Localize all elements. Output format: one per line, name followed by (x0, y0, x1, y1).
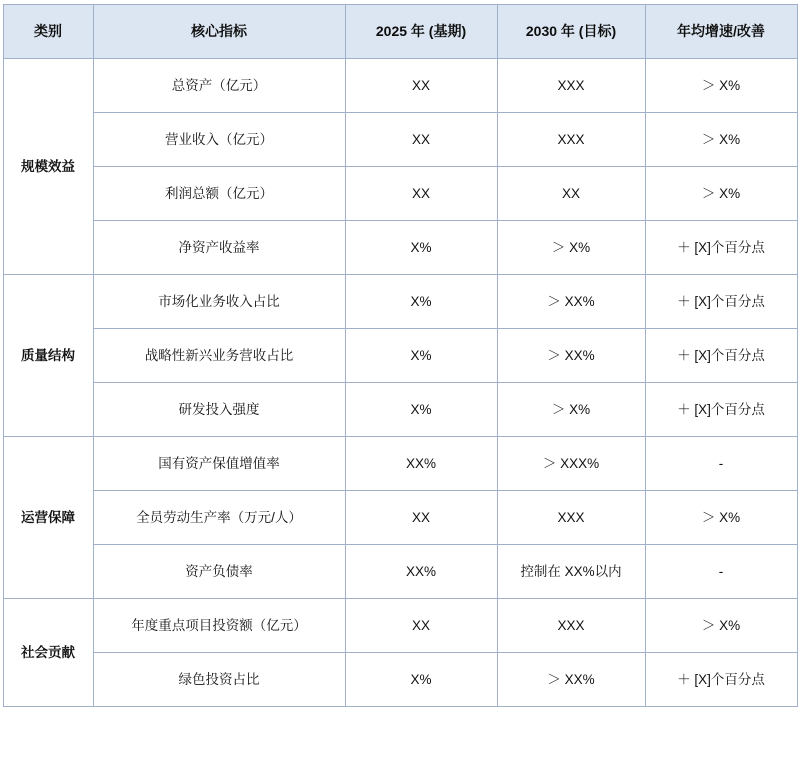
base-value-cell: X% (345, 221, 497, 275)
header-cell-base: 2025 年 (基期) (345, 5, 497, 59)
target-value-cell: ＞ XX% (497, 275, 645, 329)
category-cell: 质量结构 (3, 275, 93, 437)
base-value-cell: XX (345, 491, 497, 545)
target-value-cell: ＞ XX% (497, 653, 645, 707)
table-row (3, 113, 797, 167)
table-row (3, 329, 797, 383)
table-row (3, 491, 797, 545)
metric-cell: 营业收入（亿元） (93, 113, 345, 167)
table-row (3, 221, 797, 275)
table-row (3, 167, 797, 221)
target-value-cell: ＞ X% (497, 383, 645, 437)
metric-cell: 净资产收益率 (93, 221, 345, 275)
target-value-cell: 控制在 XX%以内 (497, 545, 645, 599)
base-value-cell: XX% (345, 545, 497, 599)
category-cell: 规模效益 (3, 59, 93, 275)
category-cell: 社会贡献 (3, 599, 93, 707)
header-cell-growth: 年均增速/改善 (645, 5, 797, 59)
table-row (3, 275, 797, 329)
metric-cell: 研发投入强度 (93, 383, 345, 437)
metric-cell: 总资产（亿元） (93, 59, 345, 113)
target-value-cell: ＞ XXX% (497, 437, 645, 491)
target-value-cell: ＞ X% (497, 221, 645, 275)
metric-cell: 利润总额（亿元） (93, 167, 345, 221)
target-value-cell: XX (497, 167, 645, 221)
header-cell-target: 2030 年 (目标) (497, 5, 645, 59)
base-value-cell: XX (345, 599, 497, 653)
header-cell-metric: 核心指标 (93, 5, 345, 59)
table-row (3, 545, 797, 599)
growth-value-cell: ＋ [X]个百分点 (645, 329, 797, 383)
base-value-cell: XX% (345, 437, 497, 491)
table-row (3, 59, 797, 113)
growth-value-cell: ＋ [X]个百分点 (645, 653, 797, 707)
growth-value-cell: ＋ [X]个百分点 (645, 383, 797, 437)
header-cell-category: 类别 (3, 5, 93, 59)
metrics-table (3, 4, 798, 707)
base-value-cell: X% (345, 383, 497, 437)
table-header (3, 5, 797, 59)
target-value-cell: XXX (497, 599, 645, 653)
metric-cell: 战略性新兴业务营收占比 (93, 329, 345, 383)
table-row (3, 383, 797, 437)
growth-value-cell: ＋ [X]个百分点 (645, 221, 797, 275)
growth-value-cell: - (645, 437, 797, 491)
growth-value-cell: ＞ X% (645, 167, 797, 221)
metric-cell: 绿色投资占比 (93, 653, 345, 707)
base-value-cell: XX (345, 59, 497, 113)
metric-cell: 市场化业务收入占比 (93, 275, 345, 329)
metric-cell: 全员劳动生产率（万元/人） (93, 491, 345, 545)
growth-value-cell: ＋ [X]个百分点 (645, 275, 797, 329)
target-value-cell: XXX (497, 113, 645, 167)
table-body (3, 59, 797, 707)
base-value-cell: X% (345, 275, 497, 329)
metric-cell: 资产负债率 (93, 545, 345, 599)
header-row (3, 5, 797, 59)
metric-cell: 年度重点项目投资额（亿元） (93, 599, 345, 653)
growth-value-cell: ＞ X% (645, 59, 797, 113)
table-row (3, 437, 797, 491)
base-value-cell: X% (345, 329, 497, 383)
target-value-cell: ＞ XX% (497, 329, 645, 383)
target-value-cell: XXX (497, 491, 645, 545)
table-row (3, 653, 797, 707)
base-value-cell: XX (345, 167, 497, 221)
growth-value-cell: - (645, 545, 797, 599)
target-value-cell: XXX (497, 59, 645, 113)
growth-value-cell: ＞ X% (645, 113, 797, 167)
base-value-cell: X% (345, 653, 497, 707)
base-value-cell: XX (345, 113, 497, 167)
table-row (3, 599, 797, 653)
category-cell: 运营保障 (3, 437, 93, 599)
growth-value-cell: ＞ X% (645, 599, 797, 653)
metric-cell: 国有资产保值增值率 (93, 437, 345, 491)
growth-value-cell: ＞ X% (645, 491, 797, 545)
